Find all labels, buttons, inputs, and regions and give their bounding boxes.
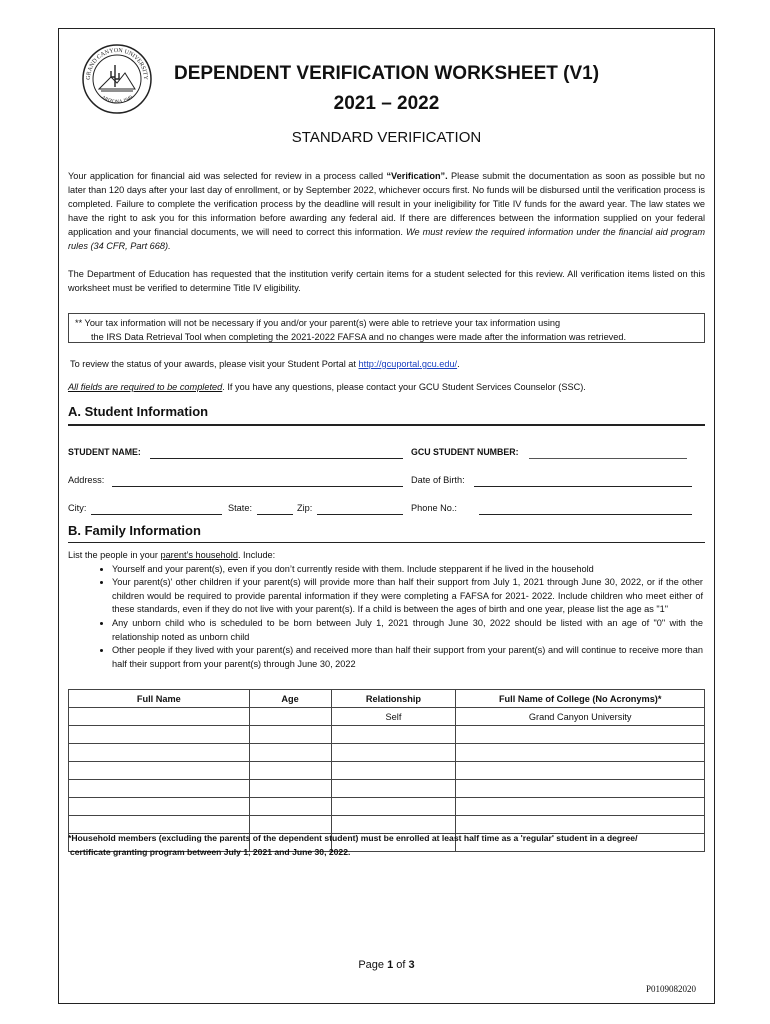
col-relationship: Relationship bbox=[331, 690, 456, 708]
list-item: • Other people if they lived with your parent(s) and received more than half their support from your parent(s) and will continue to receive more than half their support from your parent(s) through June 30, 2022 bbox=[112, 644, 705, 671]
list-item: • Yourself and your parent(s), even if you don’t currently reside with them. Include stepparent if he lived in the household bbox=[112, 563, 705, 577]
student-name-field[interactable] bbox=[150, 457, 403, 459]
table-row[interactable] bbox=[69, 798, 705, 816]
relationship-cell: Self bbox=[331, 708, 456, 726]
state-field[interactable] bbox=[257, 513, 293, 515]
age-cell[interactable] bbox=[249, 708, 331, 726]
dob-field[interactable] bbox=[474, 485, 692, 487]
table-row[interactable] bbox=[69, 744, 705, 762]
irs-note-box: ** Your tax information will not be necessary if you and/or your parent(s) were able to retrieve your tax information using the IRS Data Retrieval Tool when completing the 2021-2022 FAFSA and no changes were made after the information was retrieved. bbox=[68, 313, 705, 343]
section-b-divider bbox=[68, 542, 705, 543]
section-a-divider bbox=[68, 424, 705, 426]
household-table bbox=[68, 689, 705, 852]
dob-label: Date of Birth: bbox=[411, 475, 465, 485]
award-year: 2021 – 2022 bbox=[333, 93, 440, 114]
table-row[interactable] bbox=[69, 780, 705, 798]
address-field[interactable] bbox=[112, 485, 403, 487]
svg-text:ARIZONA 1949: ARIZONA 1949 bbox=[100, 95, 134, 106]
col-full-name: Full Name bbox=[69, 690, 250, 708]
household-footnote: *Household members (excluding the parents of the dependent student) must be enrolled at least half time as a 'regular' student in a degree/ certificate granting program between July 1, 2021 and June 30, 2022. bbox=[68, 833, 638, 857]
zip-field[interactable] bbox=[317, 513, 403, 515]
page-number: Page 1 of 3 bbox=[358, 959, 415, 971]
verification-type: STANDARD VERIFICATION bbox=[291, 129, 482, 146]
college-cell: Grand Canyon University bbox=[456, 708, 705, 726]
student-name-label: STUDENT NAME: bbox=[68, 447, 141, 457]
phone-field[interactable] bbox=[479, 513, 692, 515]
gcu-number-label: GCU STUDENT NUMBER: bbox=[411, 447, 519, 457]
svg-text:GRAND CANYON UNIVERSITY: GRAND CANYON UNIVERSITY bbox=[85, 47, 149, 81]
phone-label: Phone No.: bbox=[411, 503, 457, 513]
household-bullet-list bbox=[68, 563, 705, 672]
worksheet-title: DEPENDENT VERIFICATION WORKSHEET (V1) bbox=[173, 63, 600, 84]
portal-link[interactable]: http://gcuportal.gcu.edu/ bbox=[358, 359, 458, 369]
col-age: Age bbox=[249, 690, 331, 708]
state-label: State: bbox=[228, 503, 253, 513]
table-row[interactable] bbox=[69, 762, 705, 780]
table-row[interactable] bbox=[69, 726, 705, 744]
city-label: City: bbox=[68, 503, 87, 513]
intro-paragraph: Your application for financial aid was selected for review in a process called “Verification”. Please submit the documentation as soon as possible but no later than 120 days after your last day of enrollment, or by September 2022, whichever occurs first. No funds will be disbursed until the verification process is completed. Failure to complete the verification process by the deadline will result in your ineligibility for Title IV funds for the award year. The law states we have the right to ask you for this information before awarding any federal aid. If there are differences between the information supplied on your federal application and your financial documents, we will need to correct this information. We must review the required information under the financial aid program rules (34 CFR, Part 668). bbox=[68, 171, 706, 251]
family-info-heading: B. Family Information bbox=[68, 523, 201, 538]
city-field[interactable] bbox=[91, 513, 222, 515]
portal-line: To review the status of your awards, please visit your Student Portal at http://gcuportal.gcu.edu/. bbox=[70, 359, 460, 369]
table-header-row bbox=[69, 690, 705, 708]
address-label: Address: bbox=[68, 475, 105, 485]
col-college: Full Name of College (No Acronyms)* bbox=[456, 690, 705, 708]
zip-label: Zip: bbox=[297, 503, 313, 513]
list-item: • Your parent(s)' other children if your parent(s) will provide more than half their support from July 1, 2021 through June 30, 2022, or if the other children would be required to provide parental information if they were completing a FAFSA for 2021- 2022. Include children who meet either of these standards, even if they do not live with your parent(s). If a child is between the ages of birth and one year, please list the age as "1" bbox=[112, 576, 705, 617]
required-fields-line: All fields are required to be completed. If you have any questions, please contact your GCU Student Services Counselor (SSC). bbox=[68, 382, 586, 392]
name-cell[interactable] bbox=[69, 708, 250, 726]
document-page bbox=[58, 28, 715, 1004]
form-code: P0109082020 bbox=[645, 984, 696, 994]
table-row bbox=[69, 708, 705, 726]
student-info-heading: A. Student Information bbox=[68, 404, 209, 419]
household-instructions: List the people in your parent’s household. Include: • Yourself and your parent(s), even if you don’t currently reside with them. Include stepparent if he lived in the household • Your parent(s)' other children if your parent(s) will provide more than half their support from July 1, 2021 through June 30, 2022, or if the other children would be required to provide parental information if they were completing a FAFSA for 2021- 2022. Include children who meet either of these standards, even if they do not live with your parent(s). If a child is between the ages of birth and one year, please list the age as "1" • Any unborn child who is scheduled to be born between July 1, 2021 through June 30, 2022 should be listed with an age of "0" with the relationship noted as unborn child • Other people if they lived with your parent(s) and received more than half their support from your parent(s) and will continue to receive more than half their support from your parent(s) through June 30, 2022 bbox=[68, 549, 705, 671]
list-item: • Any unborn child who is scheduled to be born between July 1, 2021 through June 30, 2022 should be listed with an age of "0" with the relationship noted as unborn child bbox=[112, 617, 705, 644]
gcu-number-field[interactable] bbox=[529, 457, 687, 459]
department-paragraph: The Department of Education has requested that the institution verify certain items for a student selected for this review. All verification items listed on this worksheet must be verified to determine Title IV eligibility. bbox=[68, 269, 705, 293]
